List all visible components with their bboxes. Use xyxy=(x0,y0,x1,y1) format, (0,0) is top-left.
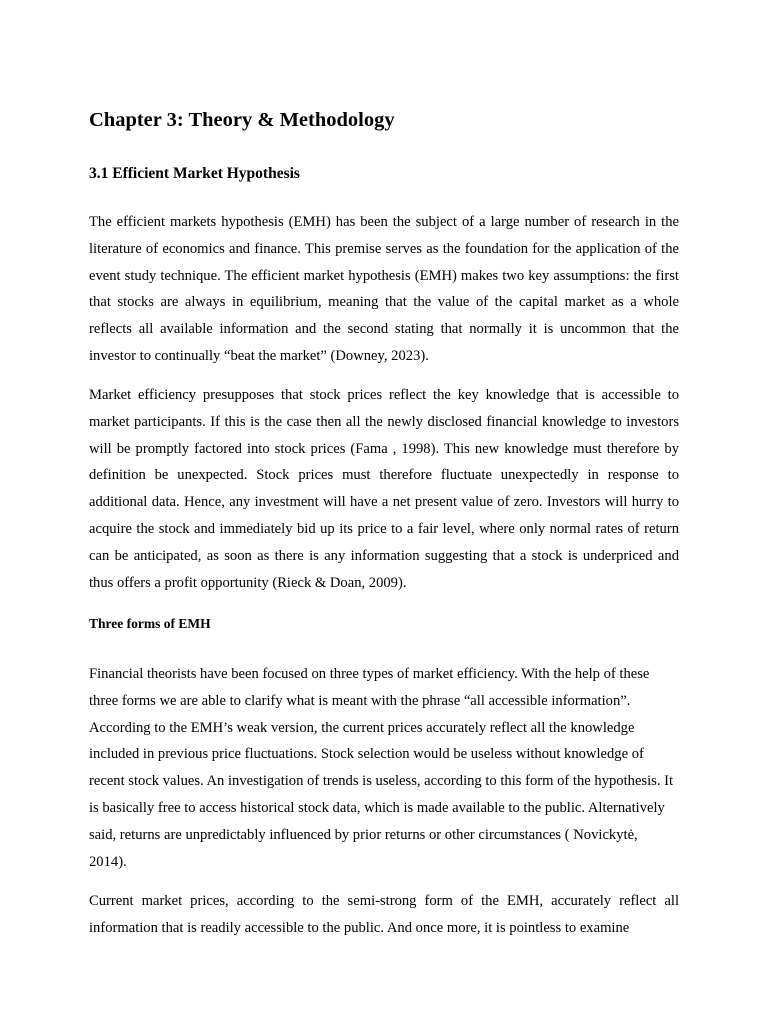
paragraph-emh-intro: The efficient markets hypothesis (EMH) has been the subject of a large number of research in the literature of economics and finance. This premise serves as the foundation for the application of the event study technique. The efficient market hypothesis (EMH) makes two key assumptions: the first that stocks are always in equilibrium, meaning that the value of the capital market as a whole reflects all available information and the second stating that normally it is uncommon that the investor to continually “beat the market” (Downey, 2023). xyxy=(89,214,679,364)
paragraph-weak-form: Financial theorists have been focused on three types of market efficiency. With the help of these three forms we are able to clarify what is meant with the phrase “all accessible information”. According to the EMH’s weak version, the current prices accurately reflect all the knowledge included in previous price fluctuations. Stock selection would be useless without knowledge of recent stock values. An investigation of trends is useless, according to this form of the hypothesis. It is basically free to access historical stock data, which is made available to the public. Alternatively said, returns are unpredictably influenced by prior returns or other circumstances ( Novickytė, 2014). xyxy=(89,666,674,870)
paragraph-market-efficiency: Market efficiency presupposes that stock prices reflect the key knowledge that is accessible to market participants. If this is the case then all the newly disclosed financial knowledge to investors will be promptly factored into stock prices (Fama , 1998). This new knowledge must therefore by definition be unexpected. Stock prices must therefore fluctuate unexpectedly in response to additional data. Hence, any investment will have a net present value of zero. Investors will hurry to acquire the stock and immediately bid up its price to a fair level, where only normal rates of return can be anticipated, as soon as there is any information suggesting that a stock is underpriced and thus offers a profit opportunity (Rieck & Doan, 2009). xyxy=(89,387,679,591)
subheading-three-forms: Three forms of EMH xyxy=(89,616,211,631)
paragraph-semi-strong-form: Current market prices, according to the semi-strong form of the EMH, accurately reflect all information that is readily accessible to the public. And once more, it is pointless to examine xyxy=(89,893,679,936)
section-title: 3.1 Efficient Market Hypothesis xyxy=(89,165,300,182)
chapter-title: Chapter 3: Theory & Methodology xyxy=(89,109,395,131)
